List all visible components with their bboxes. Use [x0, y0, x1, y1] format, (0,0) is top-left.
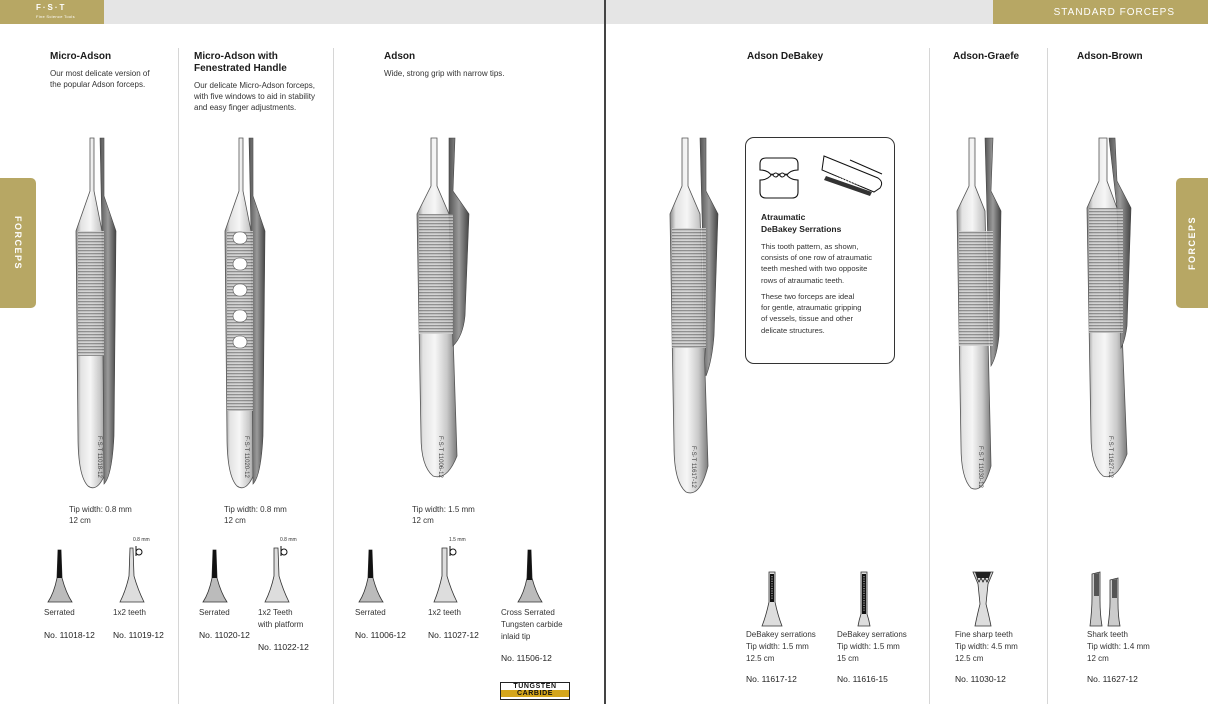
product-description: Our most delicate version of the popular Adson forceps. — [50, 69, 150, 89]
tip-dimension: 1.5 mm — [449, 537, 466, 543]
tip-1x2-teeth-icon — [432, 540, 472, 604]
catalog-number: No. 11627-12 — [1087, 674, 1138, 684]
tip-label: Fine sharp teeth Tip width: 4.5 mm 12.5 cm — [955, 630, 1018, 663]
catalog-number: No. 11030-12 — [955, 674, 1006, 684]
tip-label: Serrated — [44, 608, 75, 617]
catalog-number: No. 11018-12 — [44, 630, 95, 640]
tip-debakey-serrations-icon — [760, 570, 784, 628]
product-spec: Tip width: 0.8 mm 12 cm — [69, 505, 132, 525]
product-description: Wide, strong grip with narrow tips. — [384, 69, 505, 78]
tip-label: Serrated — [355, 608, 386, 617]
tip-label: Shark teeth Tip width: 1.4 mm 12 cm — [1087, 630, 1150, 663]
forceps-adson-graefe-image — [955, 136, 1005, 498]
product-spec: Tip width: 0.8 mm 12 cm — [224, 505, 287, 525]
infobox-title: Atraumatic DeBakey Serrations — [761, 212, 842, 234]
tip-label: Serrated — [199, 608, 230, 617]
tip-dimension: 0.8 mm — [280, 537, 297, 543]
tungsten-carbide-line1: TUNGSTEN — [513, 683, 557, 690]
debakey-info-box — [745, 137, 895, 364]
infobox-paragraph: This tooth pattern, as shown, consists of one row of atraumatic teeth meshed with two opposite rows of atraumatic teeth. — [761, 242, 873, 285]
product-title: Adson DeBakey — [747, 51, 824, 62]
forceps-adson-image — [413, 136, 473, 486]
svg-text:F·S·T 11627-12: F·S·T 11627-12 — [1107, 436, 1113, 478]
svg-text:F·S·T 11030-12: F·S·T 11030-12 — [977, 446, 983, 488]
tip-1x2-teeth-icon — [114, 540, 154, 604]
catalog-number: No. 11506-12 — [501, 653, 552, 663]
column-divider — [333, 48, 334, 704]
tungsten-carbide-line2: CARBIDE — [501, 690, 569, 697]
product-title: Adson — [384, 51, 416, 62]
tip-dimension: 0.8 mm — [133, 537, 150, 543]
product-title: Micro-Adson — [50, 51, 112, 62]
tip-label: 1x2 Teeth with platform — [258, 608, 304, 629]
side-tab-left[interactable] — [0, 178, 36, 308]
logo-subtext: Fine Science Tools — [36, 14, 75, 19]
column-divider — [1047, 48, 1048, 704]
section-title-text: STANDARD FORCEPS — [1053, 6, 1175, 18]
product-title: Micro-Adson with Fenestrated Handle — [194, 51, 287, 74]
tip-label: Cross Serrated Tungsten carbide inlaid tip — [501, 608, 563, 641]
tip-label: 1x2 teeth — [428, 608, 461, 617]
svg-text:F·S·T 11018-12: F·S·T 11018-12 — [96, 436, 102, 478]
product-title: Adson-Brown — [1077, 51, 1143, 62]
tip-serrated-icon — [357, 548, 387, 604]
logo-text: F·S·T — [36, 3, 67, 12]
forceps-micro-adson-fenestrated-image — [223, 136, 273, 496]
tip-serrated-icon — [201, 548, 231, 604]
product-description: Our delicate Micro-Adson forceps, with five windows to aid in stability and easy finger adjustments. — [194, 81, 315, 112]
catalog-number: No. 11020-12 — [199, 630, 250, 640]
svg-text:F·S·T 11020-12: F·S·T 11020-12 — [243, 436, 249, 478]
tip-cross-serrated-tungsten-icon — [516, 548, 546, 604]
product-spec: Tip width: 1.5 mm 12 cm — [412, 505, 475, 525]
forceps-adson-debakey-image — [668, 136, 728, 498]
section-title — [993, 0, 1208, 24]
catalog-number: No. 11022-12 — [258, 642, 309, 652]
product-title: Adson-Graefe — [953, 51, 1020, 62]
catalog-number: No. 11006-12 — [355, 630, 406, 640]
page-spine — [604, 0, 606, 704]
tip-1x2-teeth-platform-icon — [260, 540, 300, 604]
tungsten-carbide-logo — [500, 682, 570, 700]
fst-logo — [0, 0, 104, 24]
debakey-jaw-cross-section-icon — [760, 156, 798, 200]
svg-text:F·S·T 11006-12: F·S·T 11006-12 — [437, 436, 443, 478]
forceps-adson-brown-image — [1085, 136, 1140, 486]
catalog-number: No. 11027-12 — [428, 630, 479, 640]
side-tab-label: FORCEPS — [13, 215, 23, 271]
tip-shark-teeth-icon — [1088, 570, 1124, 628]
tip-label: 1x2 teeth — [113, 608, 146, 617]
debakey-serration-detail-icon — [820, 152, 886, 196]
catalog-number: No. 11616-15 — [837, 674, 888, 684]
column-divider — [929, 48, 930, 704]
catalog-number: No. 11019-12 — [113, 630, 164, 640]
forceps-micro-adson-image — [74, 136, 124, 496]
column-divider — [178, 48, 179, 704]
tip-label: DeBakey serrations Tip width: 1.5 mm 12.5 cm — [746, 630, 816, 663]
svg-text:F·S·T 11617-12: F·S·T 11617-12 — [690, 446, 696, 488]
tip-label: DeBakey serrations Tip width: 1.5 mm 15 cm — [837, 630, 907, 663]
side-tab-label: FORCEPS — [1187, 215, 1197, 271]
tip-debakey-serrations-icon — [852, 570, 876, 628]
tip-serrated-icon — [46, 548, 76, 604]
side-tab-right[interactable] — [1176, 178, 1208, 308]
infobox-paragraph: These two forceps are ideal for gentle, atraumatic gripping of vessels, tissue and other delicate structures. — [761, 292, 862, 335]
tip-fine-sharp-teeth-icon — [970, 570, 996, 628]
catalog-number: No. 11617-12 — [746, 674, 797, 684]
